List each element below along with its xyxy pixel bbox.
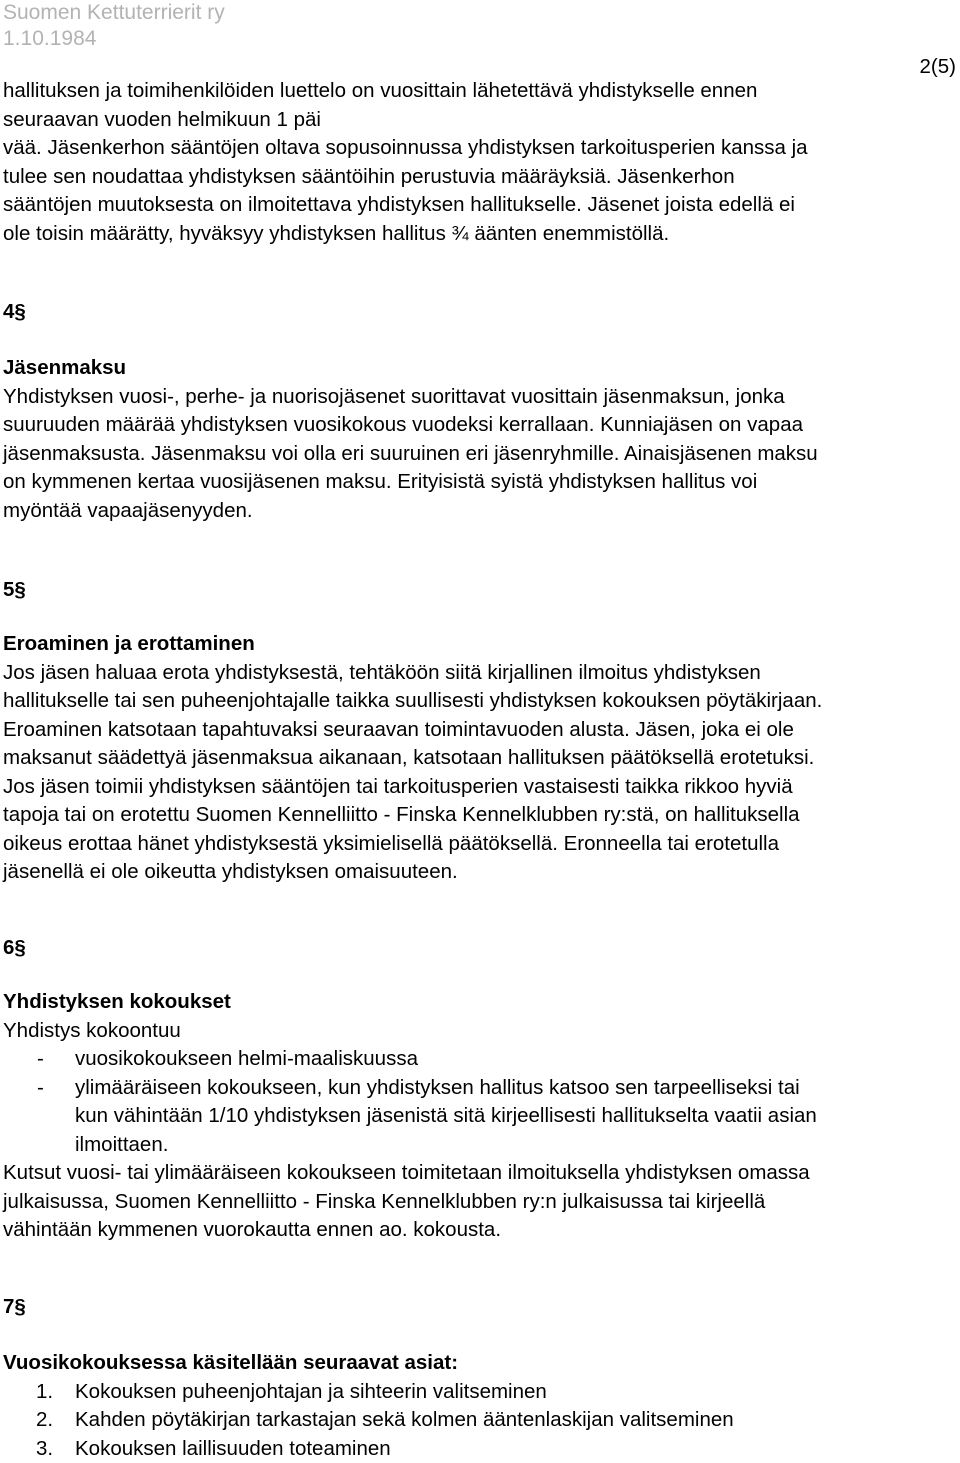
document-date-header: 1.10.1984 xyxy=(3,26,96,52)
section-number: 5§ xyxy=(3,576,955,605)
meeting-list xyxy=(3,1045,955,1159)
section-6-body xyxy=(3,988,955,1245)
text-line: Jos jäsen toimii yhdistyksen sääntöjen tai tarkoitusperien vastaisesti taikka rikkoo hyviä xyxy=(3,773,955,802)
intro-paragraph xyxy=(3,77,955,248)
section-title: Yhdistyksen kokoukset xyxy=(3,988,955,1017)
list-item-text: Kokouksen puheenjohtajan ja sihteerin valitseminen xyxy=(75,1380,547,1403)
list-item xyxy=(3,1406,955,1435)
list-item-text: Kahden pöytäkirjan tarkastajan sekä kolmen ääntenlaskijan valitseminen xyxy=(75,1408,734,1431)
text-line: sääntöjen muutoksesta on ilmoitettava yhdistyksen hallitukselle. Jäsenet joista edellä ei xyxy=(3,191,955,220)
list-marker: 1. xyxy=(36,1378,53,1407)
text-line: oikeus erottaa hänet yhdistyksestä yksimielisellä päätöksellä. Eronneella tai erotetulla xyxy=(3,830,955,859)
section-title: Jäsenmaksu xyxy=(3,354,955,383)
section-number: 6§ xyxy=(3,934,955,963)
list-marker: - xyxy=(37,1045,44,1074)
text-line: jäsenmaksusta. Jäsenmaksu voi olla eri suuruinen eri jäsenryhmille. Ainaisjäsenen maksu xyxy=(3,440,955,469)
section-6 xyxy=(3,934,955,963)
list-item-text: ylimääräiseen kokoukseen, kun yhdistyksen hallitus katsoo sen tarpeelliseksi tai xyxy=(75,1074,955,1103)
document-organization-header: Suomen Kettuterrierit ry xyxy=(3,0,225,26)
text-line: tulee sen noudattaa yhdistyksen sääntöihin perustuvia määräyksiä. Jäsenkerhon xyxy=(3,163,955,192)
section-title: Eroaminen ja erottaminen xyxy=(3,630,955,659)
text-line: Kutsut vuosi- tai ylimääräiseen kokoukseen toimitetaan ilmoituksella yhdistyksen omassa xyxy=(3,1159,955,1188)
list-marker: - xyxy=(37,1074,44,1103)
section-lead: Yhdistys kokoontuu xyxy=(3,1017,955,1046)
text-line: hallitukselle tai sen puheenjohtajalle taikka suullisesti yhdistyksen kokouksen pöytäkirjaan. xyxy=(3,687,955,716)
text-line: vää. Jäsenkerhon sääntöjen oltava sopusoinnussa yhdistyksen tarkoitusperien kanssa ja xyxy=(3,134,955,163)
text-line: on kymmenen kertaa vuosijäsenen maksu. Erityisistä syistä yhdistyksen hallitus voi xyxy=(3,468,955,497)
list-item-text: Kokouksen laillisuuden toteaminen xyxy=(75,1437,391,1460)
page-number: 2(5) xyxy=(920,54,956,80)
section-title: Vuosikokouksessa käsitellään seuraavat asiat: xyxy=(3,1349,955,1378)
list-item-text: vuosikokoukseen helmi-maaliskuussa xyxy=(75,1047,418,1070)
text-line: myöntää vapaajäsenyyden. xyxy=(3,497,955,526)
text-line: maksanut säädettyä jäsenmaksua aikanaan, katsotaan hallituksen päätöksellä erotetuksi. xyxy=(3,744,955,773)
agenda-list xyxy=(3,1378,955,1463)
list-item xyxy=(3,1435,955,1463)
section-4 xyxy=(3,298,955,327)
text-line: ole toisin määrätty, hyväksyy yhdistyksen hallitus ¾ äänten enemmistöllä. xyxy=(3,220,955,249)
section-7-body xyxy=(3,1349,955,1463)
text-line: Jos jäsen haluaa erota yhdistyksestä, tehtäköön siitä kirjallinen ilmoitus yhdistyksen xyxy=(3,659,955,688)
list-marker: 3. xyxy=(36,1435,53,1463)
text-line: suuruuden määrää yhdistyksen vuosikokous vuodeksi kerrallaan. Kunniajäsen on vapaa xyxy=(3,411,955,440)
text-line: hallituksen ja toimihenkilöiden luettelo on vuosittain lähetettävä yhdistykselle ennen xyxy=(3,77,955,106)
text-line: tapoja tai on erotettu Suomen Kennelliitto - Finska Kennelklubben ry:stä, on hallituksella xyxy=(3,801,955,830)
text-line: julkaisussa, Suomen Kennelliitto - Finska Kennelklubben ry:n julkaisussa tai kirjeellä xyxy=(3,1188,955,1217)
list-item xyxy=(3,1074,955,1160)
list-marker: 2. xyxy=(36,1406,53,1435)
list-item xyxy=(3,1045,955,1074)
text-line: jäsenellä ei ole oikeutta yhdistyksen omaisuuteen. xyxy=(3,858,955,887)
text-line: Yhdistyksen vuosi-, perhe- ja nuorisojäsenet suorittavat vuosittain jäsenmaksun, jonka xyxy=(3,383,955,412)
section-number: 4§ xyxy=(3,298,955,327)
text-line: seuraavan vuoden helmikuun 1 päi xyxy=(3,106,955,135)
text-line: Eroaminen katsotaan tapahtuvaksi seuraavan toimintavuoden alusta. Jäsen, joka ei ole xyxy=(3,716,955,745)
section-5-body xyxy=(3,630,955,887)
list-item-text: ilmoittaen. xyxy=(75,1131,955,1160)
section-4-body xyxy=(3,354,955,525)
section-number: 7§ xyxy=(3,1293,955,1322)
list-item-text: kun vähintään 1/10 yhdistyksen jäsenistä sitä kirjeellisesti hallitukselta vaatii asian xyxy=(75,1102,955,1131)
section-5 xyxy=(3,576,955,605)
list-item xyxy=(3,1378,955,1407)
text-line: vähintään kymmenen vuorokautta ennen ao. kokousta. xyxy=(3,1216,955,1245)
section-7 xyxy=(3,1293,955,1322)
